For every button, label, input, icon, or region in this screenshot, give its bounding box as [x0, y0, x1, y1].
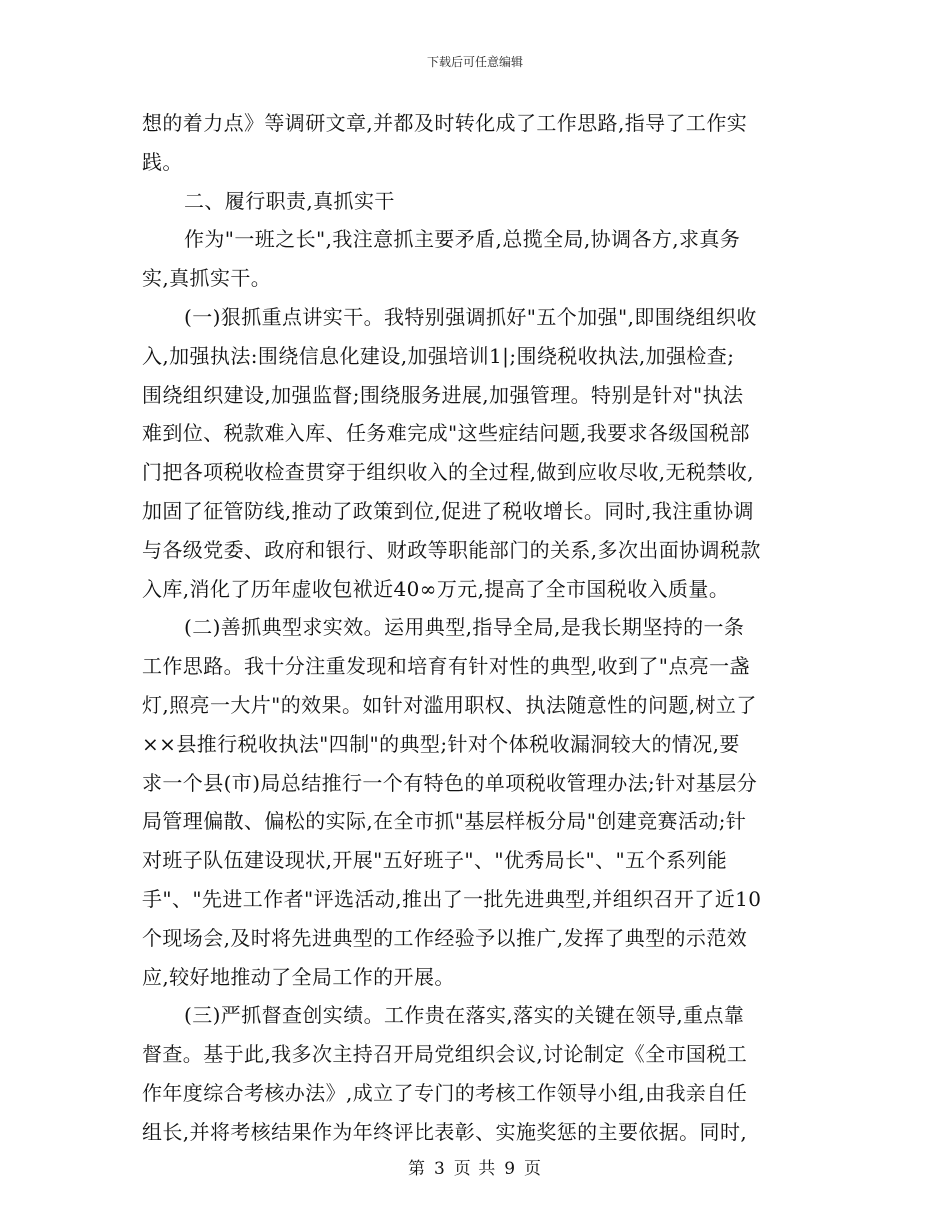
text-line: 手"、"先进工作者"评选活动,推出了一批先进典型,并组织召开了近10	[142, 886, 762, 911]
text-line: (三)严抓督查创实绩。工作贵在落实,落实的关键在领导,重点靠	[184, 1003, 745, 1028]
text-line: (二)善抓典型求实效。运用典型,指导全局,是我长期坚持的一条	[184, 615, 745, 640]
section-heading: 二、履行职责,真抓实干	[184, 188, 395, 213]
text-line: 应,较好地推动了全局工作的开展。	[142, 964, 455, 989]
text-line: 求一个县(市)局总结推行一个有特色的单项税收管理办法;针对基层分	[142, 770, 758, 795]
total-pages: 9	[504, 1159, 517, 1179]
page-footer	[0, 1154, 950, 1179]
footer-suffix: 页	[524, 1159, 543, 1179]
text-line: 入,加强执法:围绕信息化建设,加强培训1|;围绕税收执法,加强检查;	[142, 343, 735, 368]
text-line: 作年度综合考核办法》,成立了专门的考核工作领导小组,由我亲自任	[142, 1080, 748, 1105]
text-line: 组长,并将考核结果作为年终评比表彰、实施奖惩的主要依据。同时,	[142, 1119, 748, 1144]
footer-middle: 页 共	[453, 1159, 497, 1179]
text-line: 工作思路。我十分注重发现和培育有针对性的典型,收到了"点亮一盏	[142, 654, 750, 679]
document-body	[142, 104, 810, 1152]
text-line: 作为"一班之长",我注意抓主要矛盾,总揽全局,协调各方,求真务	[184, 227, 741, 252]
text-line: 加固了征管防线,推动了政策到位,促进了税收增长。同时,我注重协调	[142, 498, 754, 523]
text-line: 督查。基于此,我多次主持召开局党组织会议,讨论制定《全市国税工	[142, 1042, 748, 1067]
text-line: 局管理偏散、偏松的实际,在全市抓"基层样板分局"创建竞赛活动;针	[142, 809, 747, 834]
text-line: 门把各项税收检查贯穿于组织收入的全过程,做到应收尽收,无税禁收,	[142, 460, 754, 485]
text-line: 对班子队伍建设现状,开展"五好班子"、"优秀局长"、"五个系列能	[142, 848, 728, 873]
text-line: 践。	[142, 149, 183, 174]
text-line: 个现场会,及时将先进典型的工作经验予以推广,发挥了典型的示范效	[142, 925, 748, 950]
page-number: 3	[433, 1159, 446, 1179]
page-header: 下载后可任意编辑	[426, 55, 523, 69]
text-line: 实,真抓实干。	[142, 266, 272, 291]
text-line: 难到位、税款难入库、任务难完成"这些症结问题,我要求各级国税部	[142, 421, 750, 446]
footer-prefix: 第	[407, 1159, 426, 1179]
text-line: 与各级党委、政府和银行、财政等职能部门的关系,多次出面协调税款	[142, 537, 761, 562]
text-line: ××县推行税收执法"四制"的典型;针对个体税收漏洞较大的情况,要	[142, 731, 740, 756]
text-line: 灯,照亮一大片"的效果。如针对滥用职权、执法随意性的问题,树立了	[142, 692, 757, 717]
text-line: (一)狠抓重点讲实干。我特别强调抓好"五个加强",即围绕组织收	[184, 304, 757, 329]
text-line: 入库,消化了历年虚收包袱近40∞万元,提高了全市国税收入质量。	[142, 576, 730, 601]
text-line: 想的着力点》等调研文章,并都及时转化成了工作思路,指导了工作实	[142, 111, 748, 135]
text-line: 围绕组织建设,加强监督;围绕服务进展,加强管理。特别是针对"执法	[142, 382, 744, 407]
